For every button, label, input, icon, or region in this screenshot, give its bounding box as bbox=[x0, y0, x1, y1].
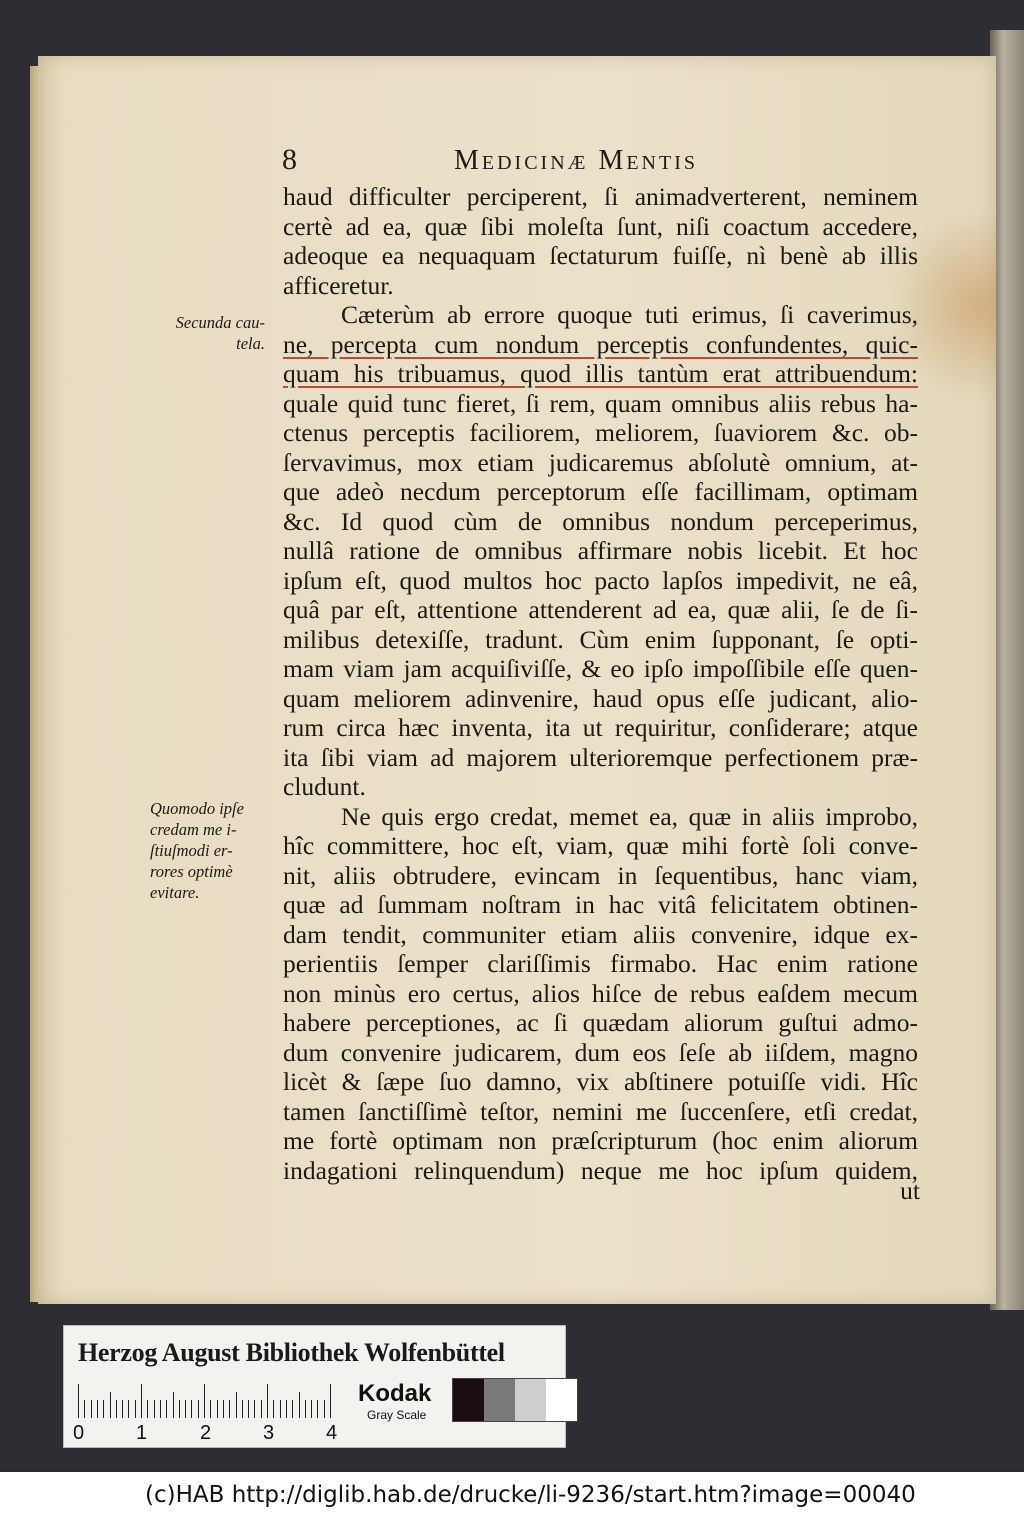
text-line: quâ par eſt, attentione attenderent ad ea, quæ alii, ſe de ſi- bbox=[283, 595, 918, 624]
ruler-label: 3 bbox=[263, 1422, 275, 1444]
marginal-note-quomodo bbox=[150, 798, 264, 903]
ruler-tick bbox=[236, 1392, 237, 1418]
text-line: perientiis ſemper clariſſimis firmabo. Hac enim ratione bbox=[283, 949, 918, 978]
ruler-tick bbox=[141, 1384, 142, 1418]
ruler-tick bbox=[110, 1392, 111, 1418]
text-body bbox=[283, 182, 918, 1185]
text-line: habere perceptiones, ac ſi quædam aliorum guſtui admo- bbox=[283, 1008, 918, 1037]
ruler-tick bbox=[254, 1400, 255, 1418]
color-scale-card bbox=[63, 1325, 566, 1448]
text-line: tamen ſanctiſſimè teſtor, nemini me ſuccenſere, etſi credat, bbox=[283, 1096, 918, 1126]
library-name: Herzog August Bibliothek Wolfenbüttel bbox=[78, 1338, 505, 1367]
text-line: indagationi relinquendum) neque me hoc ipſum quidem, bbox=[283, 1155, 918, 1185]
ruler-tick bbox=[311, 1400, 312, 1418]
text-line: licèt & ſæpe ſuo damno, vix abſtinere potuiſſe vidi. Hîc bbox=[283, 1067, 918, 1096]
text-line: quam meliorem adinvenire, haud opus eſſe judicant, alio- bbox=[283, 683, 918, 713]
ruler-tick bbox=[280, 1400, 281, 1418]
ruler-tick bbox=[229, 1400, 230, 1418]
copyright-url: (c)HAB http://diglib.hab.de/drucke/li-9236/start.htm?image=00040 bbox=[145, 1482, 916, 1508]
ruler-label: 0 bbox=[73, 1422, 85, 1444]
text-line-underlined: ne, percepta cum nondum perceptis confundentes, quic- bbox=[283, 329, 918, 359]
ruler-tick bbox=[147, 1400, 148, 1418]
text-line: Ne quis ergo credat, memet ea, quæ in aliis improbo, bbox=[341, 801, 918, 831]
ruler-tick bbox=[267, 1384, 268, 1418]
ruler-tick bbox=[273, 1400, 274, 1418]
text-line: que adeò necdum perceptorum eſſe facillimam, optimam bbox=[283, 477, 918, 506]
text-line: ipſum eſt, quod multos hoc pacto lapſos impedivit, ne eâ, bbox=[283, 565, 918, 595]
text-line: ſervavimus, mox etiam judicaremus abſolutè omnium, at- bbox=[283, 447, 918, 477]
marginal-line: Secunda cau- bbox=[175, 313, 265, 332]
gray-scale-label: Gray Scale bbox=[367, 1408, 427, 1422]
ruler-tick bbox=[116, 1400, 117, 1418]
swatch bbox=[546, 1379, 577, 1421]
text-line: me fortè optimam non præſcripturum (hoc enim aliorum bbox=[283, 1126, 918, 1155]
ruler-tick bbox=[160, 1400, 161, 1418]
text-line: rum circa hæc inventa, ita ut requiritur, conſiderare; atque bbox=[283, 713, 918, 742]
ruler-tick bbox=[128, 1400, 129, 1418]
page-header bbox=[282, 143, 922, 183]
running-title: Medicinæ Mentis bbox=[454, 145, 698, 176]
ruler-label: 4 bbox=[326, 1422, 338, 1444]
ruler-tick bbox=[173, 1392, 174, 1418]
text-line: quæ ad ſummam noſtram in hac vitâ felicitatem obtinen- bbox=[283, 890, 918, 919]
ruler-tick bbox=[78, 1384, 79, 1418]
text-line: &c. Id quod cùm de omnibus nondum perceperimus, bbox=[283, 506, 918, 536]
text-line: afficeretur. bbox=[283, 270, 394, 300]
swatch bbox=[484, 1379, 515, 1421]
ruler-tick bbox=[324, 1400, 325, 1418]
ruler-tick bbox=[261, 1400, 262, 1418]
ruler-label: 2 bbox=[200, 1422, 212, 1444]
marginal-line: Quomodo ipſe bbox=[150, 799, 244, 818]
text-line: mam viam jam acquiſiviſſe, & eo ipſo impoſſibile eſſe quen- bbox=[283, 654, 918, 683]
text-line: certè ad ea, quæ ſibi moleſta ſunt, niſi coactum accedere, bbox=[283, 211, 918, 241]
text-line: nullâ ratione de omnibus affirmare nobis licebit. Et hoc bbox=[283, 536, 918, 565]
ruler-tick bbox=[185, 1400, 186, 1418]
ruler-tick bbox=[217, 1400, 218, 1418]
marginal-line: rores optimè bbox=[150, 862, 233, 881]
gray-swatches bbox=[452, 1378, 578, 1422]
ruler-tick bbox=[223, 1400, 224, 1418]
marginal-line: tela. bbox=[236, 334, 265, 353]
text-line: dum convenire judicarem, dum eos ſeſe ab iiſdem, magno bbox=[283, 1037, 918, 1067]
text-line: haud difficulter perciperent, ſi animadverterent, neminem bbox=[283, 182, 918, 211]
swatch bbox=[515, 1379, 546, 1421]
text-line: quale quid tunc fieret, ſi rem, quam omnibus aliis rebus ha- bbox=[283, 388, 918, 418]
ruler-tick bbox=[204, 1384, 205, 1418]
text-line: nit, aliis obtrudere, evincam in ſequentibus, hanc viam, bbox=[283, 860, 918, 890]
marginal-note-secunda-cautela bbox=[140, 312, 265, 354]
ruler-tick bbox=[305, 1400, 306, 1418]
swatch bbox=[453, 1379, 484, 1421]
ruler-tick bbox=[91, 1400, 92, 1418]
catchword: ut bbox=[900, 1176, 920, 1205]
ruler-tick bbox=[191, 1400, 192, 1418]
ruler-tick bbox=[103, 1400, 104, 1418]
marginal-line: ſtiuſmodi er- bbox=[150, 841, 233, 860]
text-line-underlined: quam his tribuamus, quod illis tantùm erat attribuendum: bbox=[283, 359, 918, 388]
ruler-tick bbox=[299, 1392, 300, 1418]
ruler-tick bbox=[317, 1400, 318, 1418]
ruler-tick bbox=[330, 1384, 331, 1418]
ruler-tick bbox=[84, 1400, 85, 1418]
text-line: hîc committere, hoc eſt, viam, quæ mihi fortè ſoli conve- bbox=[283, 831, 918, 860]
text-line: milibus deteхiſſe, tradunt. Cùm enim ſupponant, ſe opti- bbox=[283, 624, 918, 654]
text-line: cludunt. bbox=[283, 772, 366, 801]
text-line: adeoque ea nequaquam ſectaturum fuiſſe, nì benè ab illis bbox=[283, 241, 918, 270]
ruler-tick bbox=[166, 1400, 167, 1418]
ruler-tick bbox=[179, 1400, 180, 1418]
ruler-tick bbox=[286, 1400, 287, 1418]
ruler-tick bbox=[248, 1400, 249, 1418]
marginal-line: evitare. bbox=[150, 883, 200, 902]
ruler-label: 1 bbox=[136, 1422, 148, 1444]
measurement-ruler bbox=[78, 1382, 340, 1418]
ruler-tick bbox=[210, 1400, 211, 1418]
ruler-tick bbox=[135, 1400, 136, 1418]
page-number: 8 bbox=[282, 143, 297, 176]
ruler-tick bbox=[122, 1400, 123, 1418]
ruler-tick bbox=[242, 1400, 243, 1418]
ruler-tick bbox=[97, 1400, 98, 1418]
ruler-tick bbox=[198, 1400, 199, 1418]
ruler-tick bbox=[292, 1400, 293, 1418]
text-line: ita ſibi viam ad majorem ulterioremque perfectionem præ- bbox=[283, 742, 918, 772]
text-line: Cæterùm ab errore quoque tuti erimus, ſi caverimus, bbox=[341, 300, 918, 329]
text-line: non minùs ero certus, alios hiſce de rebus eaſdem mecum bbox=[283, 978, 918, 1008]
ruler-tick bbox=[154, 1400, 155, 1418]
footer-bar bbox=[0, 1472, 1024, 1523]
marginal-line: credam me i- bbox=[150, 820, 237, 839]
text-line: ctenus perceptis faciliorem, meliorem, ſuaviorem &c. ob- bbox=[283, 418, 918, 447]
kodak-logo: Kodak bbox=[358, 1380, 432, 1407]
text-line: dam tendit, communiter etiam aliis convenire, idque ex- bbox=[283, 919, 918, 949]
